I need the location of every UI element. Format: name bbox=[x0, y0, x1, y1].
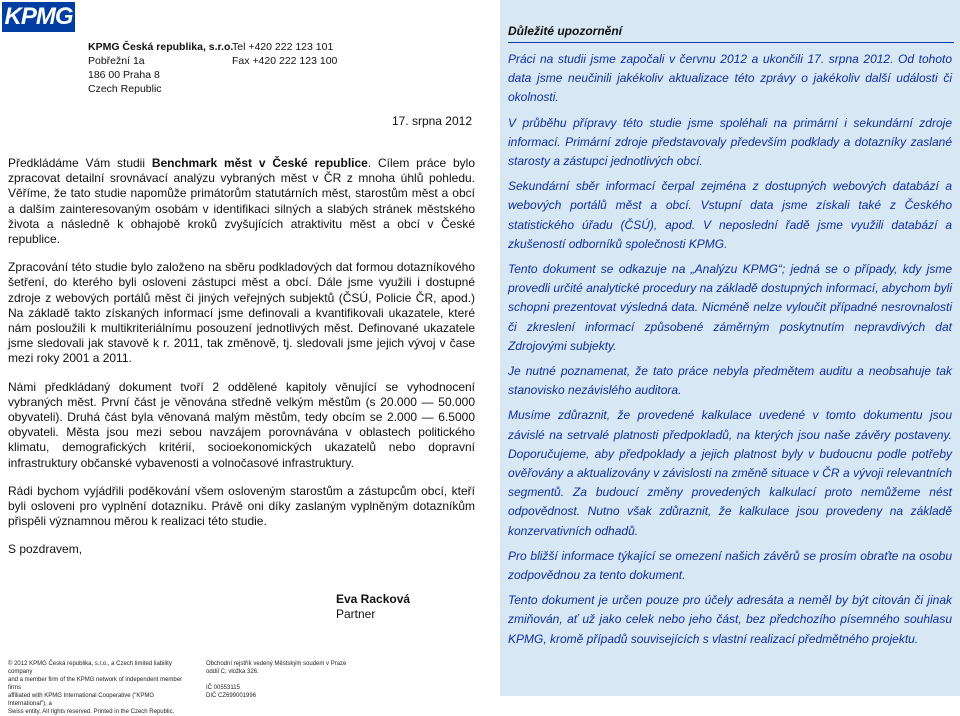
footer-line: affiliated with KPMG International Cooperative ("KPMG International"), a bbox=[8, 693, 155, 707]
notice-paragraph: Sekundární sběr informací čerpal zejména z dostupných webových databází a webových portálů měst a obcí. Vstupní data jsme získali také z Českého statistického úřadu (ČSÚ), apod. V neposlední řadě jsme využili databází a zkušeností odborníků společnosti KPMG. bbox=[508, 179, 952, 251]
sender-address bbox=[88, 40, 233, 96]
letter-paragraph-intro: Předkládáme Vám studii Benchmark měst v České republice. Cílem práce bylo zpracovat detailní srovnávací analýzu vybraných měst v ČR z mnoha úhlů pohledu. Věříme, že tato studie napomůže primátorům statutárních měst, starostům měst a obcí a dalším zainteresovaným osobám v identifikaci silných a slabých stránek městského života a následně k obhajobě kroků zvyšujících atraktivitu měst a obcí v České republice. bbox=[8, 156, 475, 247]
address-line: Czech Republic bbox=[88, 83, 162, 95]
registry-footer bbox=[206, 660, 356, 700]
intro-rest: . Cílem práce bylo zpracovat detailní srovnávací analýzu vybraných měst v ČR z mnoha úhlů pohledu. Věříme, že tato studie napomůže primátorům statutárních měst, starostům měst a obcí a dalším zainteresovaným osobám v identifikaci silných a slabých stránek městského života a následně k obhajobě kroků zvyšujících atraktivitu měst a obcí v České republice. bbox=[8, 156, 475, 247]
footer-spacer bbox=[206, 676, 356, 684]
notice-paragraph: Tento dokument je určen pouze pro účely adresáta a neměl by být citován či jinak zmiňován, ať už jako celek nebo jeho část, bez předchozího písemného souhlasu KPMG, kromě případů souvisejících s vlastní realizací předmětného projektu. bbox=[508, 593, 952, 646]
contact-numbers bbox=[232, 40, 337, 68]
notice-body bbox=[508, 50, 952, 655]
notice-paragraph: V průběhu přípravy této studie jsme spoléhali na primární i sekundární zdroje informací. Primární zdroje představovaly především podklady a dotazníky zaslané starosty a zástupci jednotlivých obcí. bbox=[508, 115, 952, 169]
signature-block bbox=[336, 592, 410, 622]
notice-sidebar bbox=[500, 0, 960, 696]
address-line: Pobřežní 1a bbox=[88, 55, 145, 67]
notice-heading: Důležité upozornění bbox=[508, 24, 622, 38]
letter-paragraph: Rádi bychom vyjádřili poděkování všem osloveným starostům a zástupcům obcí, kteří byli osloveni pro vyplnění dotazníku. Právě oni díky zaslaným vyplněným dotazníkům přispěli významnou měrou k realizaci této studie. bbox=[8, 483, 475, 529]
heading-divider bbox=[508, 42, 954, 43]
footer-line: DIČ CZ699001996 bbox=[206, 693, 257, 699]
address-line: 186 00 Praha 8 bbox=[88, 69, 160, 81]
footer-line: © 2012 KPMG Česká republika, s.r.o., a Czech limited liability company bbox=[8, 661, 172, 675]
letter-date: 17. srpna 2012 bbox=[391, 114, 472, 128]
notice-paragraph: Práci na studii jsme započali v červnu 2012 a ukončili 17. srpna 2012. Od tohoto data jsme neučinili jakékoliv aktualizace této zprávy o jakékoliv další události či okolnosti. bbox=[508, 52, 952, 105]
letter-body bbox=[8, 156, 475, 571]
firm-name: KPMG Česká republika, s.r.o. bbox=[88, 41, 234, 53]
study-title: Benchmark měst v České republice bbox=[151, 156, 368, 170]
notice-paragraph: Musíme zdůraznit, že provedené kalkulace uvedené v tomto dokumentu jsou závislé na setrvalé platnosti předpokladů, na kterých jsou naše závěry postaveny. Doporučujeme, aby předpoklady a jejich platnost byly v budoucnu podle potřeby ověřovány a aktualizovány v závislosti na změně situace v ČR a vývoji relevantních segmentů. Za budoucí změny provedených kalkulací proto nemůžeme nést odpovědnost. Nutno však zdůraznit, že kalkulace jsou provedeny na základě konzervativních odhadů. bbox=[508, 408, 952, 538]
signatory-role: Partner bbox=[336, 607, 376, 621]
footer-line: Swiss entity. All rights reserved. Printed in the Czech Republic. bbox=[8, 709, 175, 715]
legal-footer bbox=[8, 660, 193, 716]
letter-paragraph: Námi předkládaný dokument tvoří 2 oddělené kapitoly věnující se vyhodnocení vybraných měst. První část je věnována středně velkým městům (s 20.000 — 50.000 obyvateli). Druhá část byla věnovaná malým městům, tedy obcím se 2.000 — 6.5000 obyvateli. Města jsou mezi sebou navzájem porovnávána v oblastech politického klimatu, demografických kritérií, socioekonomických ukazatelů nebo dopravní infrastruktury občanské vybavenosti a volnočasové infrastruktury. bbox=[8, 379, 475, 470]
fax-number: Fax +420 222 123 100 bbox=[232, 55, 338, 67]
letter-paragraph: Zpracování této studie bylo založeno na sběru podkladových dat formou dotazníkového šetření, do kterého byli osloveni zástupci měst a obcí. Dále jsme využili i dostupné zdroje z webových portálů měst či jiných veřejných subjektů (ČSÚ, Policie ČR, apod.) Na základě takto získaných informací jsme definovali a kvantifikovali ukazatele, které nám posloužili k multikriteriálnímu posouzení jednotlivých měst. Definované ukazatele jsme sledovali jak stavově k r. 2011, tak změnově, tj. sledovali jsme jejich vývoj v čase mezi roky 2001 a 2011. bbox=[8, 260, 475, 366]
phone-number: Tel +420 222 123 101 bbox=[232, 41, 334, 53]
notice-paragraph: Je nutné poznamenat, že tato práce nebyla předmětem auditu a neobsahuje tak stanovisko nezávislého auditora. bbox=[508, 364, 952, 398]
notice-paragraph: Pro bližší informace týkající se omezení našich závěrů se prosím obraťte na osobu zodpovědnou za tento dokument. bbox=[508, 548, 952, 583]
closing-greeting: S pozdravem, bbox=[8, 542, 83, 557]
kpmg-logo: KPMG bbox=[2, 2, 75, 32]
notice-paragraph: Tento dokument se odkazuje na „Analýzu KPMG“; jedná se o případy, kdy jsme provedli určité analytické procedury na základě dostupných informací, abychom byli schopni prezentovat výsledná data. Nicméně nelze vyloučit případné nesrovnalosti či zkreslení informací způsobené záměrným poskytnutím nepravdivých dat Zdrojovými subjekty. bbox=[508, 262, 952, 353]
footer-line: Obchodní rejstřík vedený Městským soudem v Praze bbox=[206, 661, 347, 667]
footer-line: IČ 00553115 bbox=[206, 685, 240, 691]
footer-line: and a member firm of the KPMG network of independent member firms bbox=[8, 677, 183, 691]
signatory-name: Eva Racková bbox=[336, 592, 411, 606]
footer-line: oddíl C, vložka 326. bbox=[206, 669, 259, 675]
